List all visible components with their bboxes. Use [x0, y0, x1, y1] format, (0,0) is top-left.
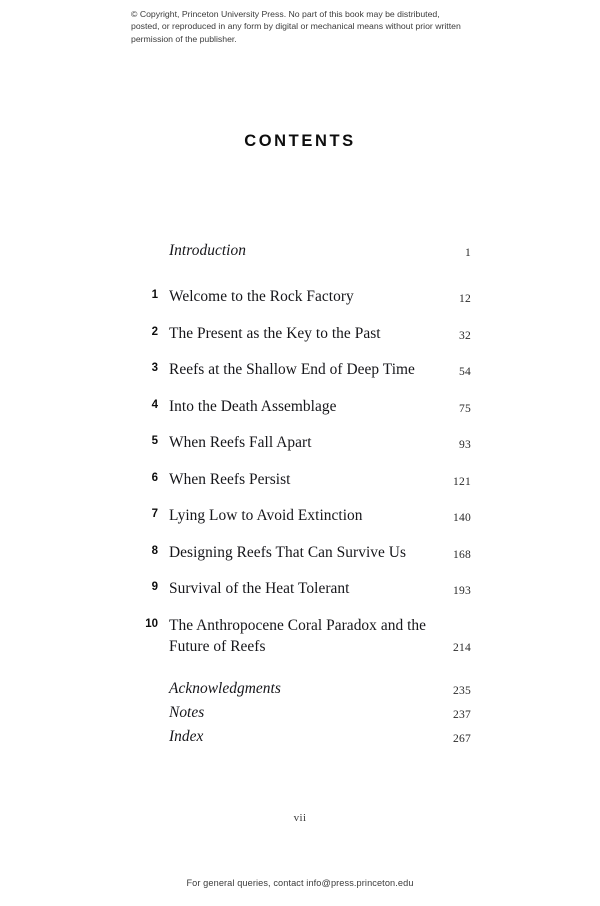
toc-entry-number: [131, 726, 158, 729]
toc-entry-page: 121: [453, 474, 471, 488]
toc-entry-page: 140: [453, 511, 471, 524]
toc-entry-title: Introduction: [169, 242, 246, 259]
back-matter-group: [131, 678, 471, 747]
toc-entry-page: 168: [453, 547, 471, 561]
toc-entry-chapter-9[interactable]: [131, 578, 471, 599]
toc-entry-page: 214: [453, 640, 471, 654]
toc-entry-chapter-5[interactable]: [131, 432, 471, 453]
toc-entry-chapter-7[interactable]: [131, 505, 471, 526]
toc-entry-page: 32: [459, 328, 471, 342]
toc-entry-page: 267: [453, 731, 471, 745]
toc-entry-chapter-3[interactable]: [131, 359, 471, 380]
page-title: CONTENTS: [244, 132, 356, 151]
toc-entry-number: 6: [151, 471, 158, 484]
toc-entry-chapter-6[interactable]: [131, 469, 471, 490]
toc-entry-title: Welcome to the Rock Factory: [169, 288, 354, 305]
copyright-notice: © Copyright, Princeton University Press. No part of this book may be distributed, posted, or reproduced in any form by digital or mechanical means without prior written permission of the publisher.: [131, 9, 461, 44]
toc-entry-number: 10: [145, 617, 158, 630]
toc-entry-title: Notes: [169, 703, 205, 721]
toc-entry-title: Survival of the Heat Tolerant: [169, 580, 350, 597]
toc-entry-acknowledgments[interactable]: [131, 678, 471, 699]
toc-entry-title: The Present as the Key to the Past: [169, 324, 381, 342]
toc-entry-notes[interactable]: [131, 702, 471, 723]
toc-entry-title: Into the Death Assemblage: [169, 397, 337, 415]
toc-entry-chapter-2[interactable]: [131, 323, 471, 344]
toc-entry-introduction[interactable]: [131, 240, 471, 261]
toc-entry-title: The Anthropocene Coral Paradox and the Future of Reefs: [169, 616, 427, 655]
toc-entry-number: 5: [151, 435, 158, 447]
toc-entry-chapter-8[interactable]: [131, 542, 471, 563]
toc-entry-page: 237: [453, 707, 471, 721]
toc-entry-page: 1: [465, 246, 471, 259]
toc-entry-page: 75: [459, 401, 471, 415]
toc-entry-page: 93: [459, 438, 471, 451]
toc-entry-number: 3: [151, 362, 158, 374]
toc-entry-page: 54: [459, 365, 471, 378]
toc-entry-title: When Reefs Fall Apart: [169, 434, 312, 451]
toc-entry-title: Index: [169, 727, 204, 745]
toc-entry-number: 4: [151, 398, 158, 411]
toc-entry-number: 9: [151, 581, 158, 593]
toc-entry-title: Lying Low to Avoid Extinction: [169, 507, 363, 524]
toc-entry-number: 7: [151, 508, 158, 520]
toc-entry-number: 1: [151, 289, 158, 301]
page-folio: vii: [293, 812, 307, 824]
toc-entry-number: [131, 678, 158, 681]
toc-entry-page: 235: [453, 683, 471, 697]
footer-query-note: For general queries, contact info@press.princeton.edu: [186, 878, 414, 888]
toc-entry-title: Acknowledgments: [169, 679, 281, 697]
toc-entry-title: Reefs at the Shallow End of Deep Time: [169, 361, 415, 378]
toc-entry-title: When Reefs Persist: [169, 470, 291, 488]
table-of-contents: [131, 240, 471, 750]
toc-entry-page: 12: [459, 292, 471, 305]
toc-entry-number: [131, 702, 158, 705]
toc-entry-number: [131, 240, 158, 243]
toc-entry-title: Designing Reefs That Can Survive Us: [169, 543, 406, 561]
toc-entry-chapter-4[interactable]: [131, 396, 471, 417]
toc-entry-number: 8: [151, 544, 158, 557]
toc-entry-index[interactable]: [131, 726, 471, 747]
toc-entry-page: 193: [453, 584, 471, 597]
toc-entry-number: 2: [151, 325, 158, 338]
toc-entry-chapter-1[interactable]: [131, 286, 471, 307]
toc-entry-chapter-10[interactable]: [131, 615, 471, 657]
